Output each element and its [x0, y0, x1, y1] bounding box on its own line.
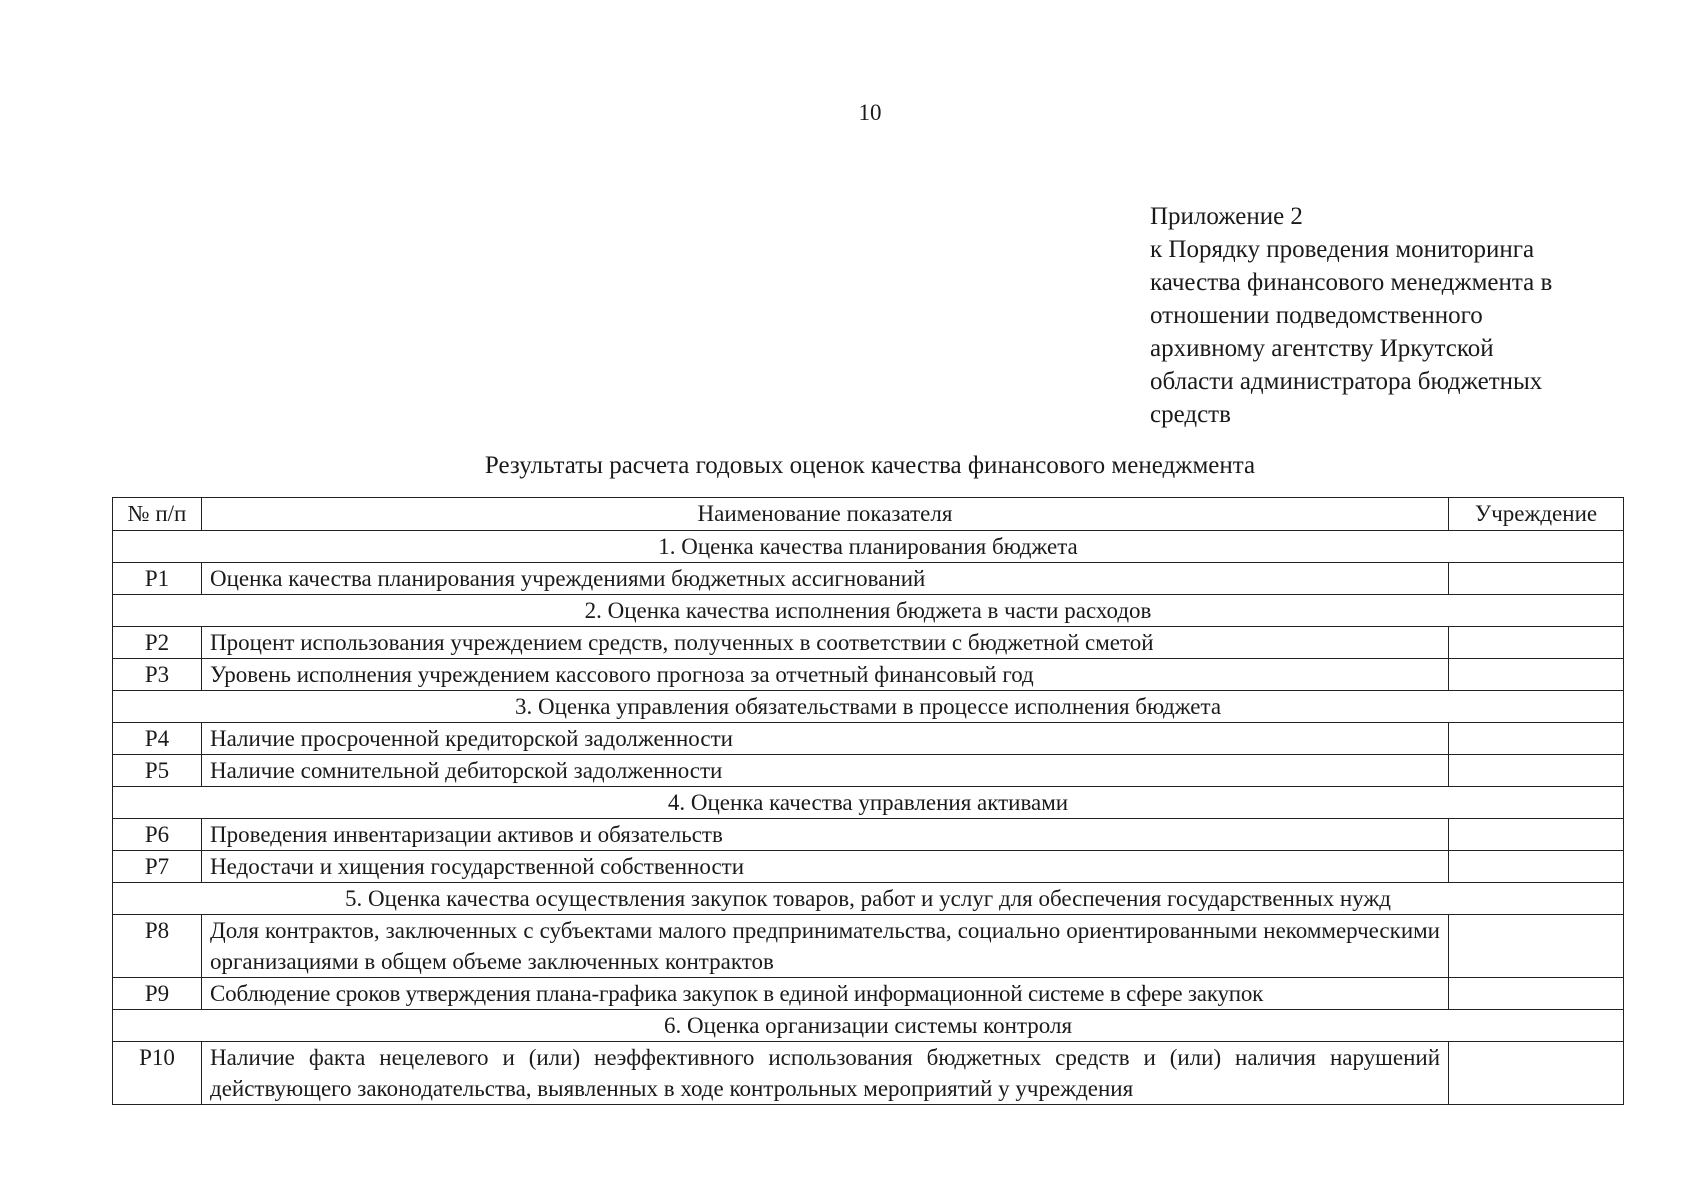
institution-value-cell[interactable] — [1449, 723, 1624, 755]
indicator-number: P10 — [113, 1042, 202, 1105]
indicator-name: Наличие сомнительной дебиторской задолженности — [202, 755, 1449, 787]
institution-value-cell[interactable] — [1449, 755, 1624, 787]
indicator-number: P8 — [113, 915, 202, 978]
appendix-line: к Порядку проведения мониторинга — [1150, 236, 1535, 263]
results-table — [112, 497, 1624, 1105]
section-title: 1. Оценка качества планирования бюджета — [113, 531, 1624, 563]
institution-value-cell[interactable] — [1449, 563, 1624, 595]
table-row — [113, 723, 1624, 755]
indicator-name: Соблюдение сроков утверждения плана-графика закупок в единой информационной системе в сфере закупок — [202, 978, 1449, 1010]
section-row — [113, 691, 1624, 723]
institution-value-cell[interactable] — [1449, 659, 1624, 691]
appendix-line: области администратора бюджетных — [1150, 368, 1543, 395]
indicator-name: Уровень исполнения учреждением кассового прогноза за отчетный финансовый год — [202, 659, 1449, 691]
section-row — [113, 531, 1624, 563]
institution-value-cell[interactable] — [1449, 627, 1624, 659]
table-row — [113, 978, 1624, 1010]
indicator-name: Недостачи и хищения государственной собственности — [202, 851, 1449, 883]
table-row — [113, 819, 1624, 851]
appendix-line: качества финансового менеджмента в — [1150, 269, 1553, 296]
table-row — [113, 563, 1624, 595]
institution-value-cell[interactable] — [1449, 915, 1624, 978]
indicator-name: Процент использования учреждением средств, полученных в соответствии с бюджетной сметой — [202, 627, 1449, 659]
indicator-number: P4 — [113, 723, 202, 755]
indicator-number: P2 — [113, 627, 202, 659]
indicator-number: P6 — [113, 819, 202, 851]
header-number: № п/п — [113, 498, 202, 531]
institution-value-cell[interactable] — [1449, 1042, 1624, 1105]
section-title: 5. Оценка качества осуществления закупок товаров, работ и услуг для обеспечения государственных нужд — [113, 883, 1624, 915]
appendix-line: отношении подведомственного — [1150, 302, 1483, 329]
institution-value-cell[interactable] — [1449, 978, 1624, 1010]
indicator-name: Проведения инвентаризации активов и обязательств — [202, 819, 1449, 851]
indicator-name: Доля контрактов, заключенных с субъектами малого предпринимательства, социально ориентированными некоммерческими организациями в общем объеме заключенных контрактов — [202, 915, 1449, 978]
indicator-number: P9 — [113, 978, 202, 1010]
appendix-block — [1150, 200, 1670, 431]
section-row — [113, 1010, 1624, 1042]
section-title: 6. Оценка организации системы контроля — [113, 1010, 1624, 1042]
section-title: 2. Оценка качества исполнения бюджета в части расходов — [113, 595, 1624, 627]
section-title: 3. Оценка управления обязательствами в процессе исполнения бюджета — [113, 691, 1624, 723]
indicator-number: P1 — [113, 563, 202, 595]
table-row — [113, 851, 1624, 883]
section-row — [113, 787, 1624, 819]
section-row — [113, 595, 1624, 627]
table-row — [113, 627, 1624, 659]
table-row — [113, 755, 1624, 787]
institution-value-cell[interactable] — [1449, 819, 1624, 851]
indicator-name: Оценка качества планирования учреждениями бюджетных ассигнований — [202, 563, 1449, 595]
indicator-number: P5 — [113, 755, 202, 787]
appendix-line: Приложение 2 — [1150, 203, 1303, 230]
indicator-number: P3 — [113, 659, 202, 691]
section-row — [113, 883, 1624, 915]
appendix-line: средств — [1150, 401, 1231, 428]
document-title: Результаты расчета годовых оценок качества финансового менеджмента — [484, 452, 1256, 479]
indicator-name: Наличие просроченной кредиторской задолженности — [202, 723, 1449, 755]
indicator-number: P7 — [113, 851, 202, 883]
page-number: 10 — [858, 100, 882, 125]
header-institution: Учреждение — [1449, 498, 1624, 531]
section-title: 4. Оценка качества управления активами — [113, 787, 1624, 819]
institution-value-cell[interactable] — [1449, 851, 1624, 883]
table-row — [113, 1042, 1624, 1105]
appendix-line: архивному агентству Иркутской — [1150, 335, 1494, 362]
indicator-name: Наличие факта нецелевого и (или) неэффективного использования бюджетных средств и (или) наличия нарушений действующего законодательства, выявленных в ходе контрольных мероприятий у учреждения — [202, 1042, 1449, 1105]
table-header-row — [113, 498, 1624, 531]
table-row — [113, 915, 1624, 978]
table-row — [113, 659, 1624, 691]
header-indicator-name: Наименование показателя — [202, 498, 1449, 531]
